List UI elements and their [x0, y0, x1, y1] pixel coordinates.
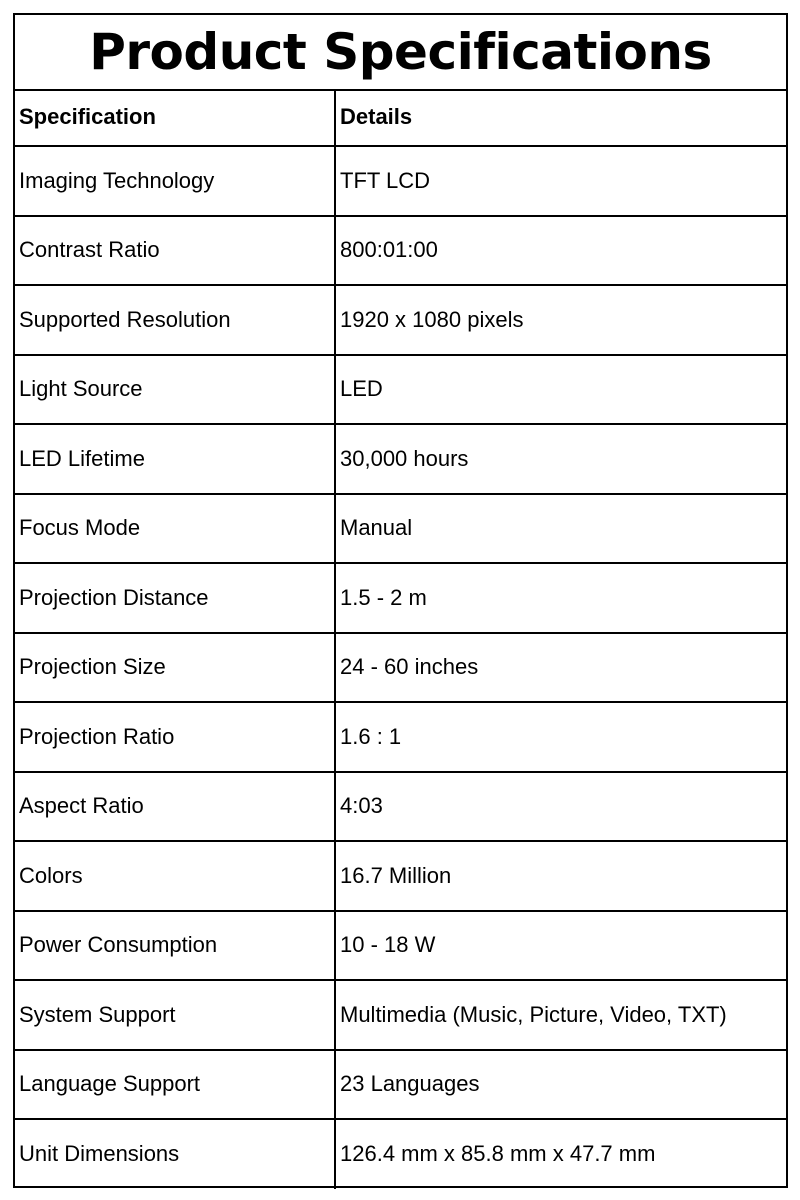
table-row	[15, 841, 786, 911]
spec-detail-cell: 30,000 hours	[335, 424, 786, 494]
table-row	[15, 285, 786, 355]
spec-name-cell: Focus Mode	[15, 494, 335, 564]
table-row	[15, 146, 786, 216]
spec-detail-cell: TFT LCD	[335, 146, 786, 216]
spec-name-cell: Light Source	[15, 355, 335, 425]
spec-detail-cell: 4:03	[335, 772, 786, 842]
spec-name-cell: Projection Size	[15, 633, 335, 703]
column-header-details: Details	[335, 89, 786, 146]
spec-detail-cell: 23 Languages	[335, 1050, 786, 1120]
spec-name-cell: Aspect Ratio	[15, 772, 335, 842]
spec-detail-cell: 24 - 60 inches	[335, 633, 786, 703]
spec-detail-cell: 800:01:00	[335, 216, 786, 286]
spec-name-cell: LED Lifetime	[15, 424, 335, 494]
table-row	[15, 980, 786, 1050]
spec-name-cell: Supported Resolution	[15, 285, 335, 355]
spec-name-cell: Colors	[15, 841, 335, 911]
column-header-specification: Specification	[15, 89, 335, 146]
spec-name-cell: Projection Distance	[15, 563, 335, 633]
spec-sheet	[13, 13, 788, 1188]
table-row	[15, 494, 786, 564]
table-row	[15, 1050, 786, 1120]
table-row	[15, 216, 786, 286]
table-row	[15, 633, 786, 703]
table-row	[15, 563, 786, 633]
spec-detail-cell: Multimedia (Music, Picture, Video, TXT)	[335, 980, 786, 1050]
table-row	[15, 355, 786, 425]
spec-name-cell: Contrast Ratio	[15, 216, 335, 286]
spec-detail-cell: 16.7 Million	[335, 841, 786, 911]
spec-name-cell: Power Consumption	[15, 911, 335, 981]
spec-name-cell: System Support	[15, 980, 335, 1050]
table-row	[15, 1119, 786, 1189]
spec-detail-cell: 1.5 - 2 m	[335, 563, 786, 633]
spec-table	[15, 89, 786, 1189]
table-row	[15, 911, 786, 981]
spec-name-cell: Projection Ratio	[15, 702, 335, 772]
spec-detail-cell: 1920 x 1080 pixels	[335, 285, 786, 355]
table-row	[15, 772, 786, 842]
spec-detail-cell: LED	[335, 355, 786, 425]
spec-name-cell: Unit Dimensions	[15, 1119, 335, 1189]
spec-detail-cell: 126.4 mm x 85.8 mm x 47.7 mm	[335, 1119, 786, 1189]
spec-name-cell: Language Support	[15, 1050, 335, 1120]
spec-detail-cell: Manual	[335, 494, 786, 564]
spec-detail-cell: 1.6 : 1	[335, 702, 786, 772]
spec-name-cell: Imaging Technology	[15, 146, 335, 216]
table-row	[15, 702, 786, 772]
table-header-row	[15, 89, 786, 146]
spec-detail-cell: 10 - 18 W	[335, 911, 786, 981]
table-row	[15, 424, 786, 494]
page-title: Product Specifications	[15, 15, 786, 91]
